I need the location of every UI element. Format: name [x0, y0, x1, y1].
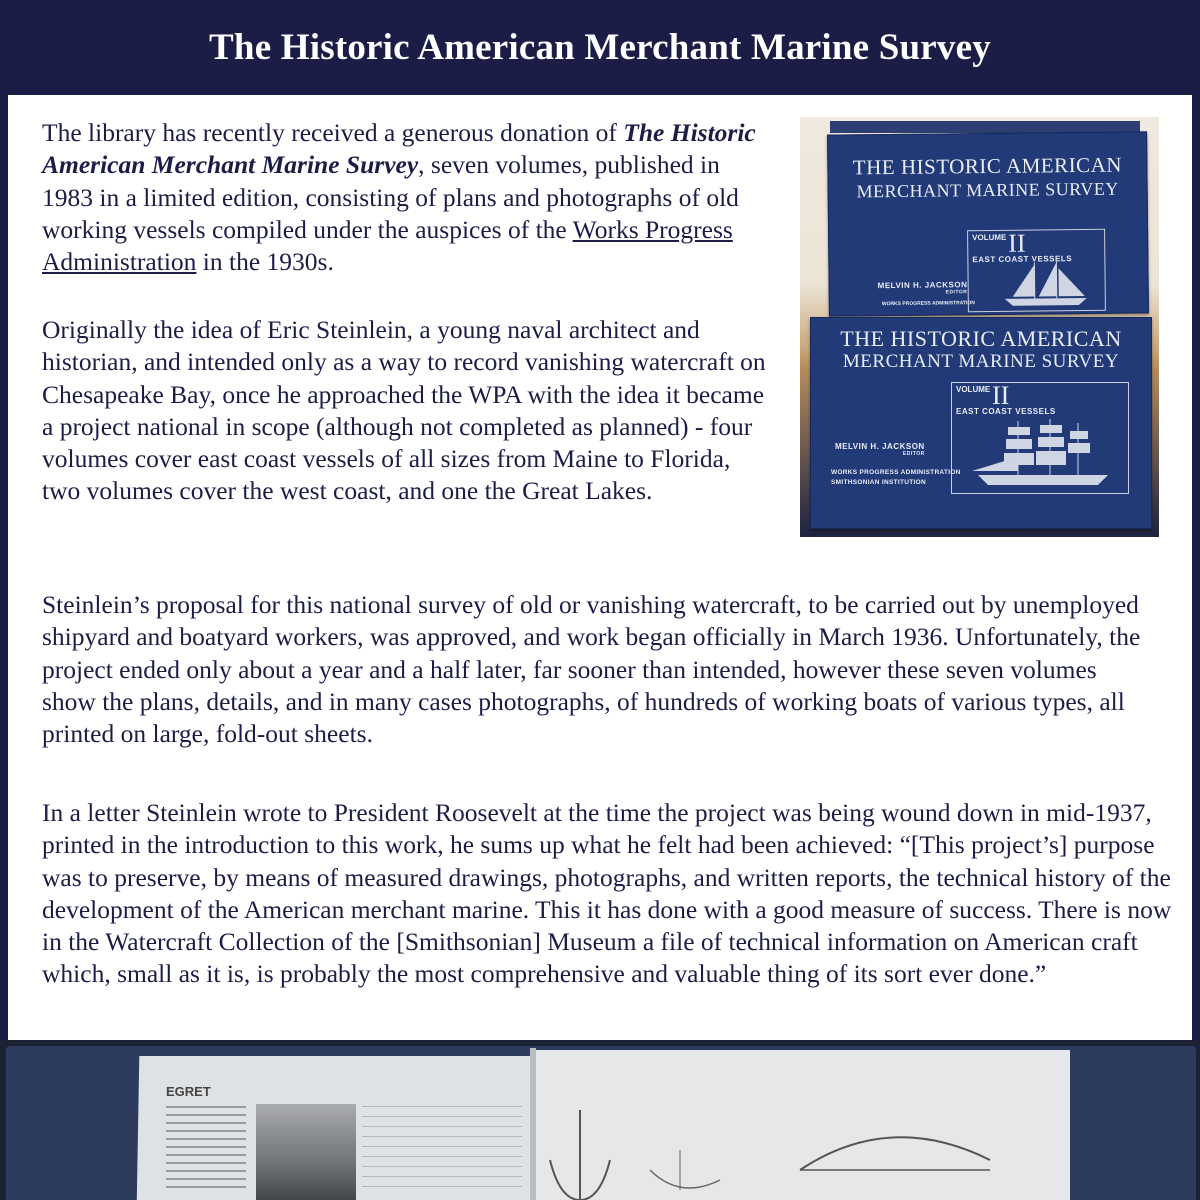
schooner-icon	[994, 258, 1095, 309]
volume-number: II	[1008, 228, 1026, 258]
ship-icon	[958, 417, 1124, 493]
cover-title-line-1: THE HISTORIC AMERICAN	[840, 326, 1122, 351]
editor-label: EDITOR	[945, 289, 968, 296]
vessel-plan-drawing	[530, 1050, 1070, 1200]
volume-subtitle: EAST COAST VESSELS	[956, 407, 1056, 416]
author-name	[835, 442, 925, 457]
page-fold	[530, 1048, 536, 1200]
author-name	[878, 280, 968, 296]
author-text: MELVIN H. JACKSON	[835, 442, 925, 451]
page-header	[0, 0, 1200, 95]
intro-text-end: in the 1930s.	[196, 247, 334, 277]
paragraph-letter: In a letter Steinlein wrote to President Roosevelt at the time the project was being wound down in mid-1937, printed in the introduction to this work, he sums up what he felt had been achieved: “[This project’s] purpose was to preserve, by means of measured drawings, photographs, and written reports, the technical history of the development of the American merchant marine. This it has done with a good measure of success. There is now in the Watercraft Collection of the [Smithsonian] Museum a file of technical information on American craft which, small as it is, is probably the most comprehensive and valuable thing of its sort ever done.”	[42, 798, 1172, 989]
page-title: The Historic American Merchant Marine Survey	[209, 27, 991, 68]
cover-title-line-2: MERCHANT MARINE SURVEY	[842, 351, 1120, 372]
publisher-block	[831, 468, 961, 488]
paragraph-origin: Originally the idea of Eric Steinlein, a young naval architect and historian, and intended only as a way to record vanishing watercraft on Chesapeake Bay, once he approached the WPA with the idea it became a project national in scope (although not completed as planned) - four volumes cover east coast vessels of all sizes from Maine to Florida, two volumes cover the west coast, and one the Great Lakes.	[42, 315, 766, 506]
volume-box	[967, 229, 1106, 312]
editor-label: EDITOR	[902, 451, 925, 457]
open-book-photo	[0, 1040, 1200, 1200]
spec-table	[166, 1106, 246, 1194]
book-cover-back	[827, 131, 1149, 316]
book-title-emphasis: The Historic American Merchant Marine Survey	[42, 118, 756, 180]
cover-title-line-1: THE HISTORIC AMERICAN	[852, 152, 1123, 180]
paragraph-intro	[42, 117, 762, 278]
book-cover-front	[810, 317, 1152, 529]
notes-column	[362, 1106, 522, 1196]
page-heading: EGRET	[166, 1084, 211, 1099]
volume-label: VOLUME	[956, 385, 991, 394]
paragraph-proposal: Steinlein’s proposal for this national survey of old or vanishing watercraft, to be carried out by unemployed shipyard and boatyard workers, was approved, and work began officially in March 1936. Unfortunately, the project ended only about a year and a half later, far sooner than intended, however these seven volumes show the plans, details, and in many cases photographs, of hundreds of working boats of various types, all printed on large, fold-out sheets.	[42, 590, 1141, 749]
publisher-line-1: WORKS PROGRESS ADMINISTRATION	[831, 469, 961, 476]
publisher-small: WORKS PROGRESS ADMINISTRATION	[881, 300, 975, 308]
volume-box	[951, 382, 1129, 494]
volume-number: II	[992, 381, 1010, 410]
content-panel	[8, 95, 1192, 1040]
author-text: MELVIN H. JACKSON	[877, 280, 968, 291]
intro-text-middle: , seven volumes, published in 1983 in a limited edition, consisting of plans and photographs of old working vessels compiled under the auspices of the	[42, 150, 739, 244]
open-book-right-page	[530, 1050, 1070, 1200]
vessel-photo	[256, 1104, 356, 1200]
wpa-link[interactable]: Works Progress Administration	[42, 214, 733, 277]
publisher-line-2: SMITHSONIAN INSTITUTION	[831, 479, 927, 486]
volume-subtitle: EAST COAST VESSELS	[972, 254, 1073, 265]
volume-label: VOLUME	[972, 232, 1007, 243]
cover-title-line-2: MERCHANT MARINE SURVEY	[856, 178, 1119, 202]
book-volumes-photo	[800, 117, 1159, 537]
intro-text-start: The library has recently received a generous donation of	[42, 118, 624, 147]
